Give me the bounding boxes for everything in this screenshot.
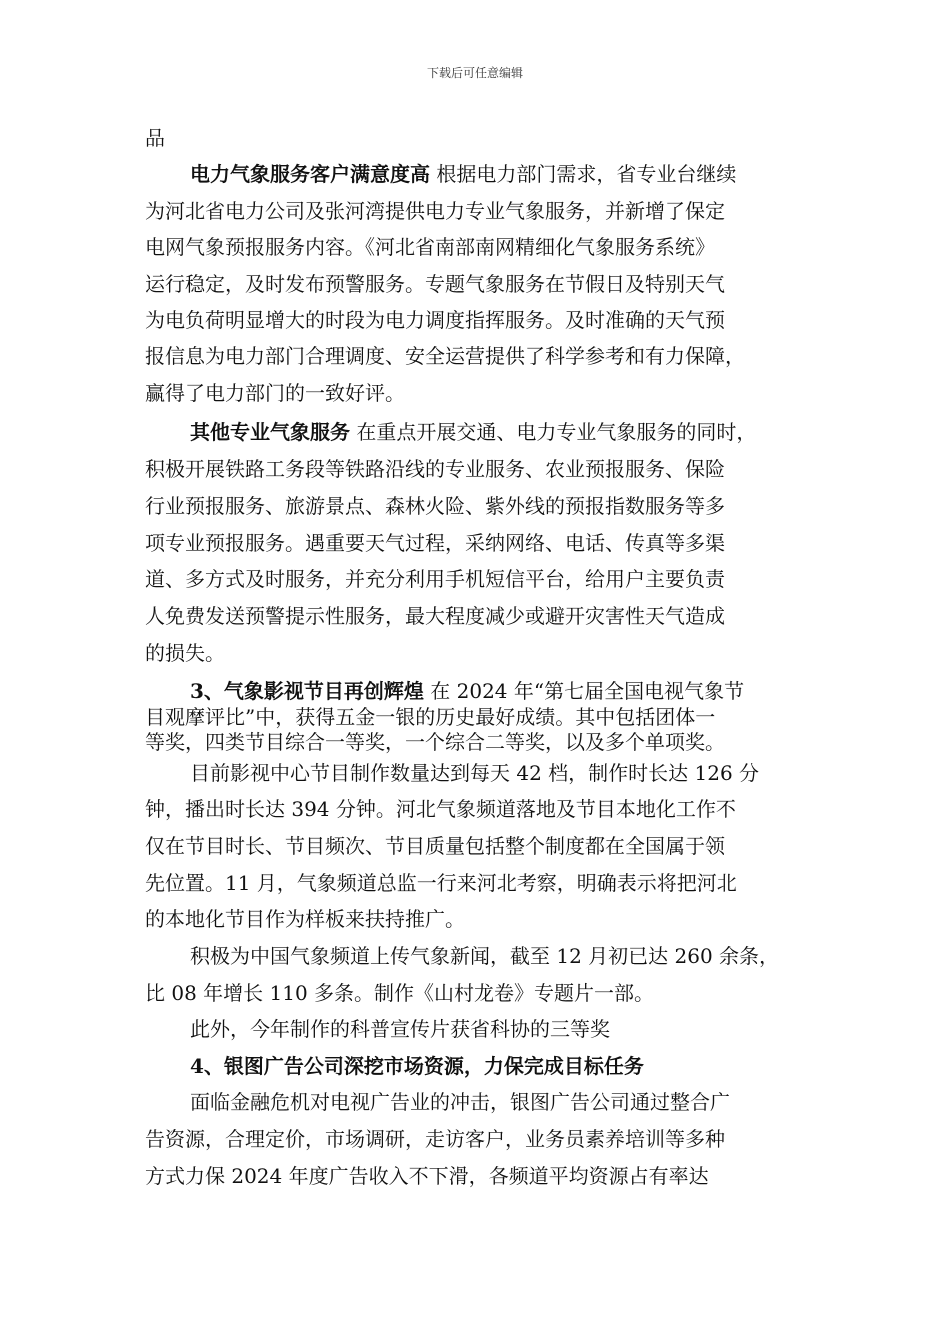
text-line: 目观摩评比”中，获得五金一银的历史最好成绩。其中包括团体一	[145, 705, 716, 729]
text-segment: 在重点开展交通、电力专业气象服务的同时，	[356, 420, 757, 444]
paragraph-line	[190, 420, 756, 444]
section-heading: 4、银图广告公司深挖市场资源，力保完成目标任务	[190, 1054, 644, 1078]
text-line: 面临金融危机对电视广告业的冲击，银图广告公司通过整合广	[190, 1090, 730, 1114]
text-line: 方式力保 2024 年度广告收入不下滑，各频道平均资源占有率达	[145, 1164, 709, 1188]
text-line: 道、多方式及时服务，并充分利用手机短信平台，给用户主要负责	[145, 567, 725, 591]
text-line: 赢得了电力部门的一致好评。	[145, 381, 405, 405]
text-line: 为河北省电力公司及张河湾提供电力专业气象服务，并新增了保定	[145, 199, 725, 223]
section-heading: 电力气象服务客户满意度高	[190, 162, 430, 186]
text-line: 积极开展铁路工务段等铁路沿线的专业服务、农业预报服务、保险	[145, 457, 725, 481]
paragraph-line	[190, 162, 736, 186]
text-line: 运行稳定，及时发布预警服务。专题气象服务在节假日及特别天气	[145, 272, 725, 296]
text-line: 仅在节目时长、节目频次、节目质量包括整个制度都在全国属于领	[145, 834, 725, 858]
text-line: 此外，今年制作的科普宣传片获省科协的三等奖	[190, 1017, 610, 1041]
text-line: 告资源，合理定价，市场调研，走访客户，业务员素养培训等多种	[145, 1127, 725, 1151]
text-line: 项专业预报服务。遇重要天气过程，采纳网络、电话、传真等多渠	[145, 531, 725, 555]
text-line: 目前影视中心节目制作数量达到每天 42 档，制作时长达 126 分	[190, 761, 760, 785]
section-heading: 3、气象影视节目再创辉煌	[190, 679, 424, 703]
page-header: 下载后可任意编辑	[426, 66, 523, 80]
text-segment: 在 2024 年“第七届全国电视气象节	[430, 679, 745, 703]
section-heading: 其他专业气象服务	[190, 420, 350, 444]
text-line: 人免费发送预警提示性服务，最大程度减少或避开灾害性天气造成	[145, 604, 725, 628]
text-line: 比 08 年增长 110 多条。制作《山村龙卷》专题片一部。	[145, 981, 655, 1005]
text-line: 积极为中国气象频道上传气象新闻，截至 12 月初已达 260 余条，	[190, 944, 780, 968]
text-line: 品	[145, 126, 165, 150]
text-line: 的损失。	[145, 641, 225, 665]
text-segment: 根据电力部门需求，省专业台继续	[436, 162, 737, 186]
text-line: 等奖，四类节目综合一等奖，一个综合二等奖，以及多个单项奖。	[145, 730, 725, 754]
paragraph-line	[190, 679, 744, 703]
text-line: 的本地化节目作为样板来扶持推广。	[145, 907, 465, 931]
text-line: 行业预报服务、旅游景点、森林火险、紫外线的预报指数服务等多	[145, 494, 725, 518]
text-line: 为电负荷明显增大的时段为电力调度指挥服务。及时准确的天气预	[145, 308, 725, 332]
text-line: 报信息为电力部门合理调度、安全运营提供了科学参考和有力保障，	[145, 344, 745, 368]
text-line: 先位置。11 月，气象频道总监一行来河北考察，明确表示将把河北	[145, 871, 737, 895]
text-line: 电网气象预报服务内容。《河北省南部南网精细化气象服务系统》	[145, 235, 715, 259]
text-line: 钟，播出时长达 394 分钟。河北气象频道落地及节目本地化工作不	[145, 797, 736, 821]
